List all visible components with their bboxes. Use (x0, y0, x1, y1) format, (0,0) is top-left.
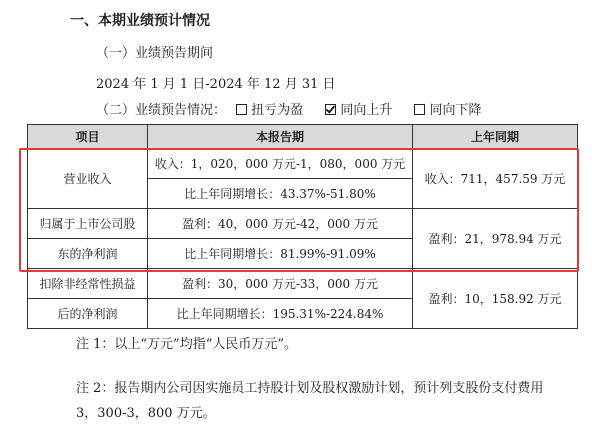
checked-checkbox-icon (325, 104, 336, 115)
option-decrease: 同向下降 (429, 103, 482, 118)
item-net-profit-2: 东的净利润 (28, 239, 148, 269)
table-row (28, 209, 578, 239)
item-adj-profit-2: 后的净利润 (28, 299, 148, 329)
checkbox-icon (414, 104, 425, 115)
table-row (28, 269, 578, 299)
header-current: 本报告期 (148, 125, 413, 149)
forecast-type-line (96, 99, 481, 118)
item-revenue: 营业收入 (28, 149, 148, 209)
note-2: 注 2：报告期内公司因实施员工持股计划及股权激励计划，预计列支股份支付费用 (76, 381, 544, 396)
header-prior: 上年同期 (413, 125, 578, 149)
header-item: 项目 (28, 125, 148, 149)
revenue-range: 收入：1，020，000 万元-1，080，000 万元 (148, 149, 413, 179)
note-1: 注 1：以上“万元”均指“人民币万元”。 (76, 337, 297, 352)
option-turnaround: 扭亏为盈 (251, 103, 304, 118)
note-2-continued: 3，300-3，800 万元。 (76, 406, 216, 421)
revenue-growth: 比上年同期增长：43.37%-51.80% (148, 179, 413, 209)
option-increase: 同向上升 (340, 103, 393, 118)
adj-profit-prior: 盈利：10，158.92 万元 (413, 269, 578, 329)
adj-profit-growth: 比上年同期增长：195.31%-224.84% (148, 299, 413, 329)
net-profit-prior: 盈利：21，978.94 万元 (413, 209, 578, 269)
table-header-row (28, 125, 578, 149)
revenue-prior: 收入：711，457.59 万元 (413, 149, 578, 209)
section-heading: 一、本期业绩预计情况 (70, 13, 210, 29)
subheading-period: （一）业绩预告期间 (96, 46, 214, 61)
forecast-type-label: （二）业绩预告情况： (96, 103, 227, 118)
table-row (28, 149, 578, 179)
forecast-period: 2024 年 1 月 1 日-2024 年 12 月 31 日 (96, 77, 336, 92)
item-adj-profit-1: 扣除非经常性损益 (28, 269, 148, 299)
adj-profit-range: 盈利：30，000 万元-33，000 万元 (148, 269, 413, 299)
item-net-profit-1: 归属于上市公司股 (28, 209, 148, 239)
net-profit-growth: 比上年同期增长：81.99%-91.09% (148, 239, 413, 269)
net-profit-range: 盈利：40，000 万元-42，000 万元 (148, 209, 413, 239)
performance-table (27, 124, 578, 329)
checkbox-icon (236, 104, 247, 115)
